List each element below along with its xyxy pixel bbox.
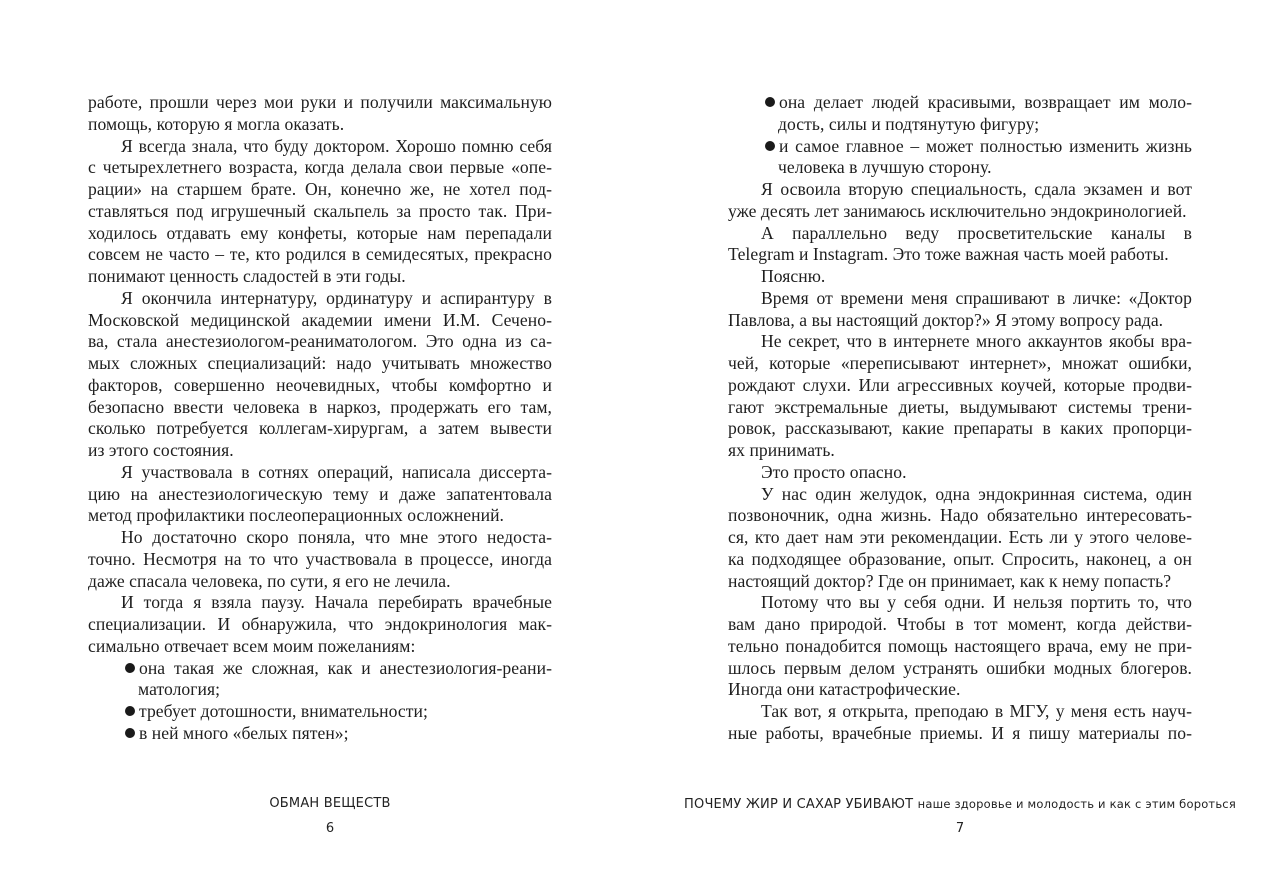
right-page-body-text [728,92,1192,745]
line-text: Я окончила интернатуру, ординатуру и аспирантуру в [121,287,552,308]
line-text: из этого состояния. [88,440,234,460]
text-line [88,201,552,223]
line-text: совсем не часто – те, кто родился в семидесятых, прекрасно [88,244,552,265]
text-line [88,440,552,462]
text-line [88,636,552,658]
line-text: помощь, которую я могла оказать. [88,113,345,134]
line-text: Иногда они катастрофические. [728,679,961,700]
line-text: ходилось отдавать ему конфеты, которые нам перепадали [88,222,552,243]
text-line [88,353,552,375]
text-line [88,614,552,636]
line-text: факторов, совершенно неочевидных, чтобы комфортно и [88,374,552,395]
bullet-list-item-line [88,723,552,745]
line-text: понимают ценность сладостей в эти годы. [88,266,406,286]
line-text: рации» на старшем брате. Он, конечно же, не хотел под- [88,179,552,199]
text-line [88,244,552,266]
text-line [88,527,552,549]
text-line [88,462,552,484]
line-text: Я участвовала в сотнях операций, написала диссерта- [121,461,552,482]
text-line [728,179,1192,201]
line-text: требует дотошности, внимательности; [139,701,428,721]
text-line [88,288,552,310]
text-line [728,397,1192,419]
bullet-icon [765,97,775,107]
text-line [88,505,552,527]
line-text: специализации. И обнаружила, что эндокринология мак- [88,614,552,634]
text-line [88,157,552,179]
right-page-footer [640,795,1280,837]
line-text: матология; [138,679,221,700]
line-text: дость, силы и подтянутую фигуру; [778,113,1040,134]
text-line [728,331,1192,353]
line-text: Это просто опасно. [761,461,907,482]
text-line [728,288,1192,310]
text-line [88,331,552,353]
text-line [88,679,552,701]
line-text: точно. Несмотря на то что участвовала в процессе, иногда [88,548,552,569]
line-text: Время от времени меня спрашивают в личке: «Доктор [761,287,1192,308]
line-text: ся, кто дает нам эти рекомендации. Есть ли у этого челове- [728,527,1192,547]
text-line [88,592,552,614]
line-text: И тогда я взяла паузу. Начала перебирать врачебные [121,592,552,613]
text-line [88,223,552,245]
text-line [88,397,552,419]
text-line [728,440,1192,462]
text-line [728,375,1192,397]
running-head-subtitle: наше здоровье и молодость и как с этим бороться [917,797,1236,811]
text-line [728,353,1192,375]
line-text: Павлова, а вы настоящий доктор?» Я этому вопросу рада. [728,309,1164,330]
line-text: шлось первым делом устранять ошибки модных блогеров. [728,657,1192,678]
line-text: Потому что вы у себя одни. И нельзя портить то, что [761,592,1192,613]
line-text: А параллельно веду просветительские каналы в [761,222,1192,243]
bullet-list-item-line [88,658,552,680]
text-line [728,310,1192,332]
text-line [88,114,552,136]
bullet-list-item-line [728,136,1192,158]
line-text: симально отвечает всем моим пожеланиям: [88,635,416,656]
text-line [728,505,1192,527]
text-line [728,244,1192,266]
bullet-icon [125,728,135,738]
line-text: Не секрет, что в интернете много аккаунтов якобы вра- [761,331,1192,352]
line-text: Я всегда знала, что буду доктором. Хорошо помню себя [121,135,552,156]
line-text: цию на анестезиологическую тему и даже запатентовала [88,483,552,504]
line-text: метод профилактики послеоперационных осложнений. [88,505,504,526]
text-line [728,201,1192,223]
line-text: она делает людей красивыми, возвращает им моло- [779,92,1192,112]
text-line [88,418,552,440]
line-text: даже спасала человека, по сути, я его не лечила. [88,570,451,591]
text-line [728,658,1192,680]
line-text: гают экстремальные диеты, выдумывают системы трени- [728,396,1192,417]
text-line [88,375,552,397]
page-number: 7 [955,821,965,836]
text-line [728,484,1192,506]
line-text: Telegram и Instagram. Это тоже важная часть моей работы. [728,244,1169,265]
text-line [728,723,1192,745]
text-line [88,484,552,506]
line-text: в ней много «белых пятен»; [139,722,349,743]
text-line [88,136,552,158]
line-text: ровок, рассказывают, какие препараты в каких пропорци- [728,418,1192,439]
text-line [88,92,552,114]
line-text: ях принимать. [728,440,835,460]
line-text: Но достаточно скоро поняла, что мне этого недоста- [121,527,552,547]
left-page-body-text [88,92,552,745]
line-text: работе, прошли через мои руки и получили максимальную [88,92,552,112]
page-number: 6 [325,821,335,836]
left-page-footer [10,795,650,837]
line-text: позвоночник, одна жизнь. Надо обязательно интересовать- [728,505,1192,526]
line-text: Я освоила вторую специальность, сдала экзамен и вот [761,179,1192,199]
line-text: ва, стала анестезиологом-реаниматологом. Это одна из са- [88,331,552,352]
text-line [728,527,1192,549]
line-text: человека в лучшую сторону. [778,157,992,178]
bullet-list-item-line [728,92,1192,114]
line-text: рождают слухи. Или агрессивных коучей, которые продви- [728,374,1192,395]
line-text: вам дано природой. Чтобы в тот момент, когда действи- [728,614,1192,634]
line-text: чей, которые «переписывают интернет», множат ошибки, [728,353,1192,373]
line-text: настоящий доктор? Где он принимает, как к нему попасть? [728,570,1172,591]
text-line [88,179,552,201]
line-text: безопасно ввести человека в наркоз, продержать его там, [88,396,552,417]
bullet-icon [125,663,135,673]
line-text: уже десять лет занимаюсь исключительно эндокринологией. [728,200,1187,221]
text-line [728,223,1192,245]
text-line [88,266,552,288]
text-line [728,114,1192,136]
right-page [640,0,1280,882]
line-text: У нас один желудок, одна эндокринная система, один [761,483,1192,504]
line-text: сколько потребуется коллегам-хирургам, а затем вывести [88,418,552,439]
line-text: тельно понадобится помощь настоящего врача, ему не при- [728,635,1192,656]
line-text: ка подходящее образование, опыт. Спросить, наконец, а он [728,548,1192,569]
text-line [88,571,552,593]
line-text: ные работы, врачебные приемы. И я пишу материалы по- [728,722,1192,743]
text-line [728,418,1192,440]
text-line [88,310,552,332]
text-line [728,462,1192,484]
text-line [728,549,1192,571]
bullet-icon [125,706,135,716]
line-text: Московской медицинской академии имени И.М. Сечено- [88,309,552,330]
text-line [728,614,1192,636]
line-text: Так вот, я открыта, преподаю в МГУ, у меня есть науч- [761,701,1192,721]
running-head-book-title: ОБМАН ВЕЩЕСТВ [269,796,391,811]
text-line [88,549,552,571]
text-line [728,266,1192,288]
running-head-chapter-title [640,795,1280,813]
text-line [728,571,1192,593]
line-text: Поясню. [761,266,826,286]
bullet-icon [765,141,775,151]
line-text: и самое главное – может полностью изменить жизнь [779,135,1192,156]
text-line [728,701,1192,723]
line-text: мых сложных специализаций: надо учитывать множество [88,353,552,373]
text-line [728,636,1192,658]
text-line [728,679,1192,701]
text-line [728,592,1192,614]
line-text: она такая же сложная, как и анестезиология-реани- [139,657,552,678]
running-head-main: ПОЧЕМУ ЖИР И САХАР УБИВАЮТ [684,797,914,812]
line-text: ставляться под игрушечный скальпель за просто так. При- [88,200,552,221]
text-line [728,157,1192,179]
line-text: с четырехлетнего возраста, когда делала свои первые «опе- [88,157,552,178]
bullet-list-item-line [88,701,552,723]
